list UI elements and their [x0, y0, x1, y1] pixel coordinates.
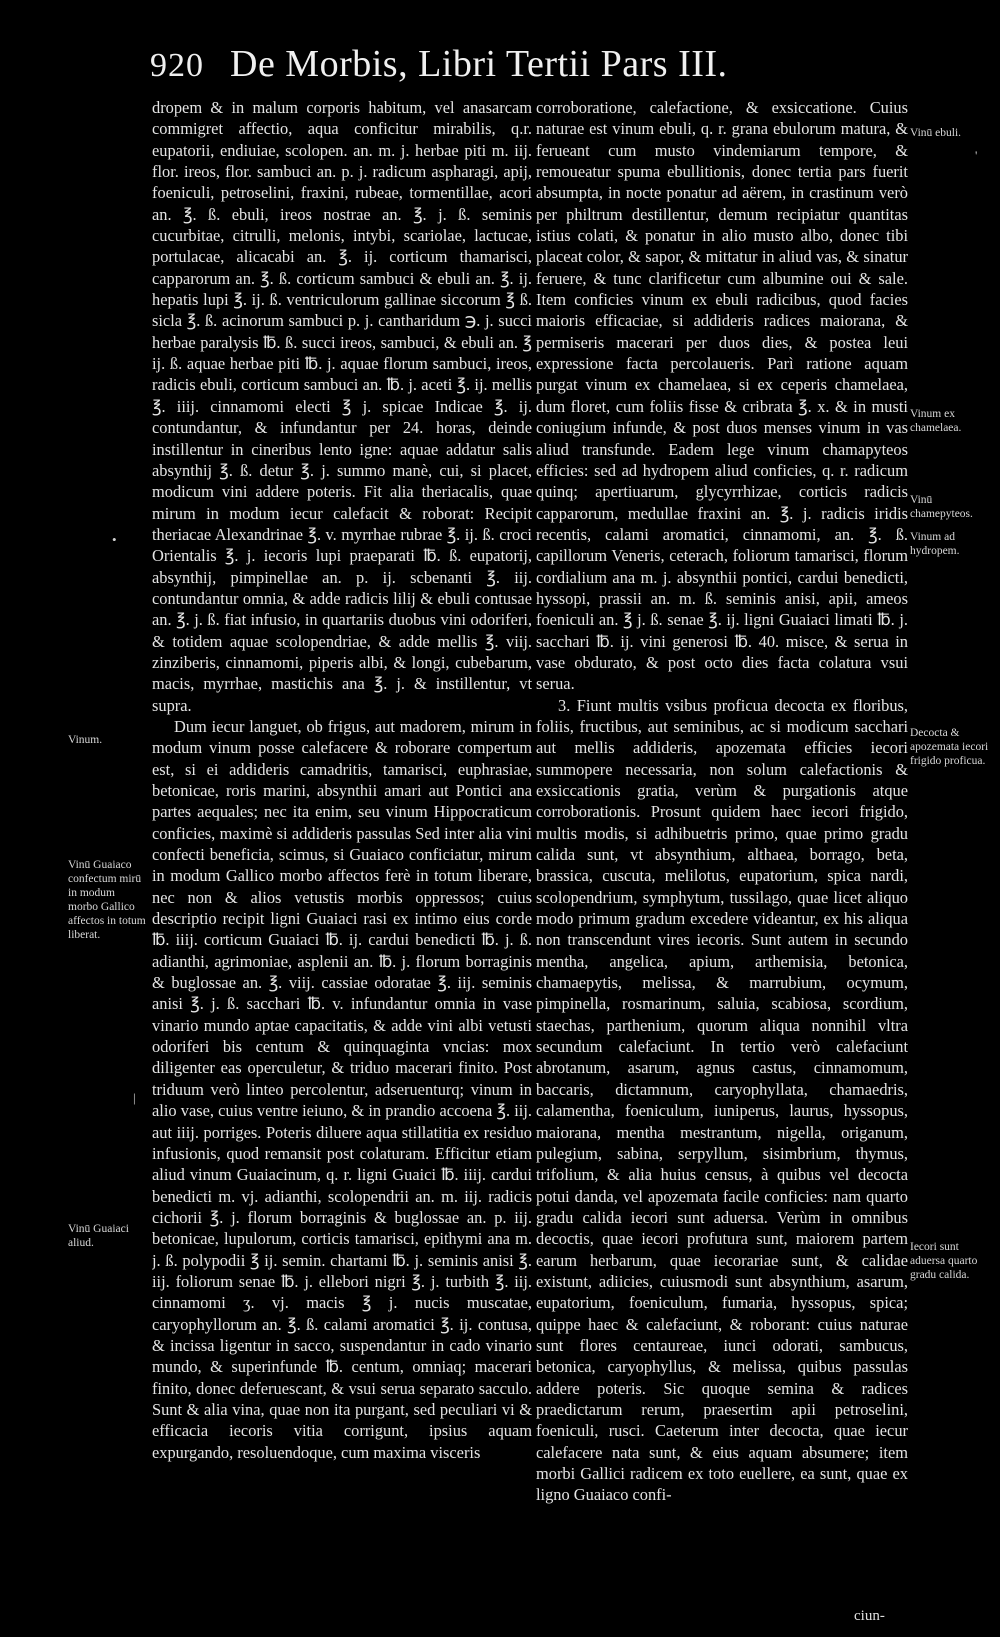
margin-dot-mark: • — [112, 532, 117, 547]
marginal-note-vinum-ebuli: Vinū ebuli. — [910, 127, 962, 139]
margin-tick-mark: ' — [975, 148, 978, 163]
marginal-note-decocta: Decocta & apozemata iecori frigido proficua. — [910, 727, 989, 767]
left-paragraph-2: Dum iecur languet, ob frigus, aut madorem, mirum in modum vinum posse calefacere & roborare compertum est, si ei addideris camadritis, tamarisci, euphrasiae, betonicae, roris marini, absynthii amari aut Pontici ana partes aequales; nec ita enim, seu vinum Hippocraticum conficies, maximè si addideris passulas Sed inter alia vini confecti beneficia, scimus, si Guaiaco conficiatur, mirum in modum Gallico morbo affectos ferè in totum liberare, nec non & alios vetustis morbis oppressos; cuius descriptio recipit ligni Guaiaci rasi ex intimo eius corde ℔. iiij. corticum Guaiaci ℔. ij. cardui benedicti ℔. j. ß. adianthi, agrimoniae, asplenii an. ℔. j. florum borraginis & buglossae an. ℥. viij. cassiae odoratae ℥. iij. seminis anisi ℥. j. ß. sacchari ℔. v. infundantur omnia in vase vinario mundo aptae capacitatis, & adde vini albi vetusti odoriferi bis centum & quinquaginta vncias: mox diligenter eas operculetur, & triduo macerari finito. Post triduum verò linteo percolentur, adseruenturq; vinum in alio vase, cuius ventre ieiuno, & in prandio accoena ℥. iij. aut iiij. porriges. Poteris diluere aqua stillatitia ex residuo infusionis, quod remansit post colaturam. Efficitur etiam aliud vinum Guaiacinum, q. r. ligni Guaici ℔. iiij. cardui benedicti m. vj. adianthi, scolopendrii an. m. iij. radicis cichorii ℥. j. florum borraginis & buglossae an. p. iij. betonicae, lupulorum, corticis tamarisci, epithymi ana m. j. ß. polypodii ℥ ij. semin. chartami ℔. j. seminis anisi ℥. iij. foliorum senae ℔. j. ellebori nigri ℥. j. turbith ℥. iij. cinnamomi ʒ. vj. macis ℥ j. nucis muscatae, caryophyllorum an. ℥. ß. calami aromatici ℥. ij. contusa, & incissa ligentur in sacco, suspendantur in cado vinario mundo, & superinfunde ℔. centum, omniaq; macerari finito, donec deferuescant, & vsui serua separato sacculo. Sunt & alia vina, quae non ita purgant, sed peculiari vi & efficacia iecoris vitia corrigunt, ipsius aquam expurgando, resoluendoque, cum maxima visceris — [152, 716, 532, 1462]
marginal-note-vinum-hydropem: Vinum ad hydropem. — [910, 531, 960, 557]
left-column — [152, 97, 532, 1622]
marginal-note-vinum-guaiaco: Vinū Guaiaco confectum mirū in modum morbo Gallico affectos in totum liberat. — [68, 859, 146, 941]
running-title: De Morbis, Libri Tertii Pars III. — [230, 43, 728, 85]
marginal-note-vinum: Vinum. — [68, 734, 103, 746]
left-paragraph-1: dropem & in malum corporis habitum, vel anasarcam commigret affectio, aqua conficitur mirabilis, q.r. eupatorii, endiuiae, scolopen. an. m. j. herbae piti m. iij. flor. ireos, flor. sambuci an. p. j. radicum aspharagi, apij, foeniculi, petroselini, fraxini, rubeae, tormentillae, acori an. ℥. ß. ebuli, ireos nostrae an. ℥. j. ß. seminis cucurbitae, citrulli, melonis, intybi, scariolae, lactucae, portulacae, alicacabi an. ℥. ij. corticum thamarisci, capparorum an. ℥. ß. corticum sambuci & ebuli an. ℥. ij. hepatis lupi ℥. ij. ß. ventriculorum gallinae siccorum ℥ ß. sicla ℥. ß. acinorum sambuci p. j. cantharidum ℈. j. succi herbae paralysis ℔. ß. succi ireos, sambuci, & ebuli an. ℥ ij. ß. aquae herbae piti ℔. j. aquae florum sambuci, ireos, radicis ebuli, corticum sambuci an. ℔. j. aceti ℥. ij. mellis ℥. iiij. cinnamomi electi ℥ j. spicae Indicae ℥. ij. contundantur, & infundantur per 24. horas, deinde instillentur in cineribus lento igne: aquae addatur salis absynthij ℥. ß. detur ℥. j. summo manè, cui, si placet, modicum vini addere poteris. Fit alia theriacalis, quae mirum in modum iecur calefacit & roborat: Recipit theriacae Alexandrinae ℥. v. myrrhae rubrae ℥. ij. ß. croci Orientalis ℥. j. iecoris lupi praeparati ℔. ß. eupatorij, absynthij, pimpinellae an. p. ij. scbenanti ℥. iij. contundantur omnia, & adde radicis lilij & ebuli contusae an. ℥. j. ß. fiat infusio, in quartariis duobus vini odoriferi, & totidem aquae scolopendriae, & adde mellis ℥. viij. zinziberis, cinnamomi, piperis albi, & longi, cubebarum, macis, myrrhae, mastichis ana ℥. j. & instillentur, vt supra. — [152, 98, 532, 715]
page-header — [150, 42, 850, 88]
marginal-note-vinum-chamepyteos: Vinū chamepyteos. — [910, 494, 973, 520]
page-number: 920 — [150, 47, 204, 84]
right-paragraph-1: corroboratione, calefactione, & exsiccatione. Cuius naturae est vinum ebuli, q. r. grana ebulorum matura, & ferueant cum musto vindemiarum tempore, & remoueatur spuma ebullitionis, donec tertia pars fuerit absumpta, in nocte ponatur ad aërem, in crastinum verò per philtrum destillentur, demum recipiatur quantitas istius colati, & ponatur in alio musto albo, donec tibi placeat color, & sapor, & mittatur in aliud vas, & sinatur feruere, & tunc clarificetur cum albumine oui & sale. Item conficies vinum ex ebuli radicibus, quod facies maioris efficaciae, si addideris radices maiorana, & permiseris macerari per duos dies, & postea leui expressione facta percolaueris. Parì ratione aquam purgat vinum ex chamelaea, si ex ceperis chamelaea, dum floret, cum foliis fisse & cribrata ℥. x. & in musti coniugium infunde, & post duos menses vinum in vas aliud transfunde. Eadem lege vinum chamapyteos efficies: sed ad hydropem aliud conficies, q. r. radicum quinq; apertiuarum, glycyrrhizae, corticis radicis capparorum, medullae fraxini an. ℥. j. radicis iridis recentis, calami aromatici, cinnamomi, an. ℥. ß. capillorum Veneris, ceterach, foliorum tamarisci, florum cordialium ana m. j. absynthii pontici, cardui benedicti, hyssopi, prassii an. m. ß. seminis anisi, apii, ameos foeniculi an. ℥ j. ß. senae ℥. ij. ligni Guaiaci limati ℔. j. sacchari ℔. ij. vini generosi ℔. 40. misce, & serua in vase obdurato, & post octo dies facta colatura vsui serua. — [536, 98, 908, 694]
marginal-note-iecori-aduersa: Iecori sunt aduersa quarto gradu calida. — [910, 1241, 978, 1281]
marginal-note-vinum-chamelaea: Vinum ex chamelaea. — [910, 408, 962, 434]
catchword: ciun- — [854, 1608, 885, 1624]
right-column — [536, 97, 908, 1622]
margin-bar-mark: | — [133, 1090, 136, 1105]
marginal-note-vinum-guaiaci-aliud: Vinū Guaiaci aliud. — [68, 1223, 129, 1249]
right-paragraph-2: 3. Fiunt multis vsibus proficua decocta ex floribus, foliis, fructibus, aut seminibus, ac si modicum sacchari aut mellis addideris, apozemata efficies iecori summopere necessaria, non solum calefactionis & exsiccationis gratia, verùm & purgationis atque corroborationis. Prosunt quidem haec iecori frigido, multis modis, si adhibuetris primo, quae primo gradu calida sunt, vt absynthium, althaea, borrago, beta, brassica, cuscuta, melilotus, eupatorium, spica nardi, scolopendrium, symphytum, tussilago, quae licet aliquo modo primum gradum excedere videantur, ex his aliqua non transcendunt vires iecoris. Sunt autem in secundo mentha, angelica, apium, arthemisia, betonica, chamaepytis, melissa, & marrubium, ocymum, pimpinella, rosmarinum, saluia, scabiosa, scordium, staechas, parthenium, quorum aliqua nonnihil vltra secundum calefaciunt. In tertio verò calefaciunt abrotanum, asarum, agnus castus, cinnamomum, baccaris, dictamnum, caryophyllata, chamaedris, calamentha, foeniculum, iuniperus, laurus, hyssopus, maiorana, mentha mestrantum, nigella, origanum, pulegium, sabina, serpyllum, sisimbrium, thymus, trifolium, & alia huius census, à quibus vel decocta potui danda, vel apozemata facile conficies: nam quarto gradu calida iecori sunt aduersa. Verùm in omnibus decoctis, quae iecori profutura sunt, maiorem partem earum herbarum, quae iecorariae sunt, & calidae existunt, adiicies, cuiusmodi sunt absynthium, asarum, eupatorium, foeniculum, fumaria, hyssopus, spica; quippe haec & calefaciunt, & roborant: cuius naturae sunt flores centaureae, iunci odorati, sambucus, betonica, caryophyllus, & melissa, quibus passulas addere poteris. Sic quoque semina & radices praedictarum rerum, praesertim apii petroselini, foeniculi, rusci. Caeterum inter decocta, quae iecur calefacere nata sunt, & eius aquam absumere; item morbi Gallici radicem ex toto euellere, ea sunt, quae ex ligno Guaiaco confi- — [536, 695, 908, 1505]
